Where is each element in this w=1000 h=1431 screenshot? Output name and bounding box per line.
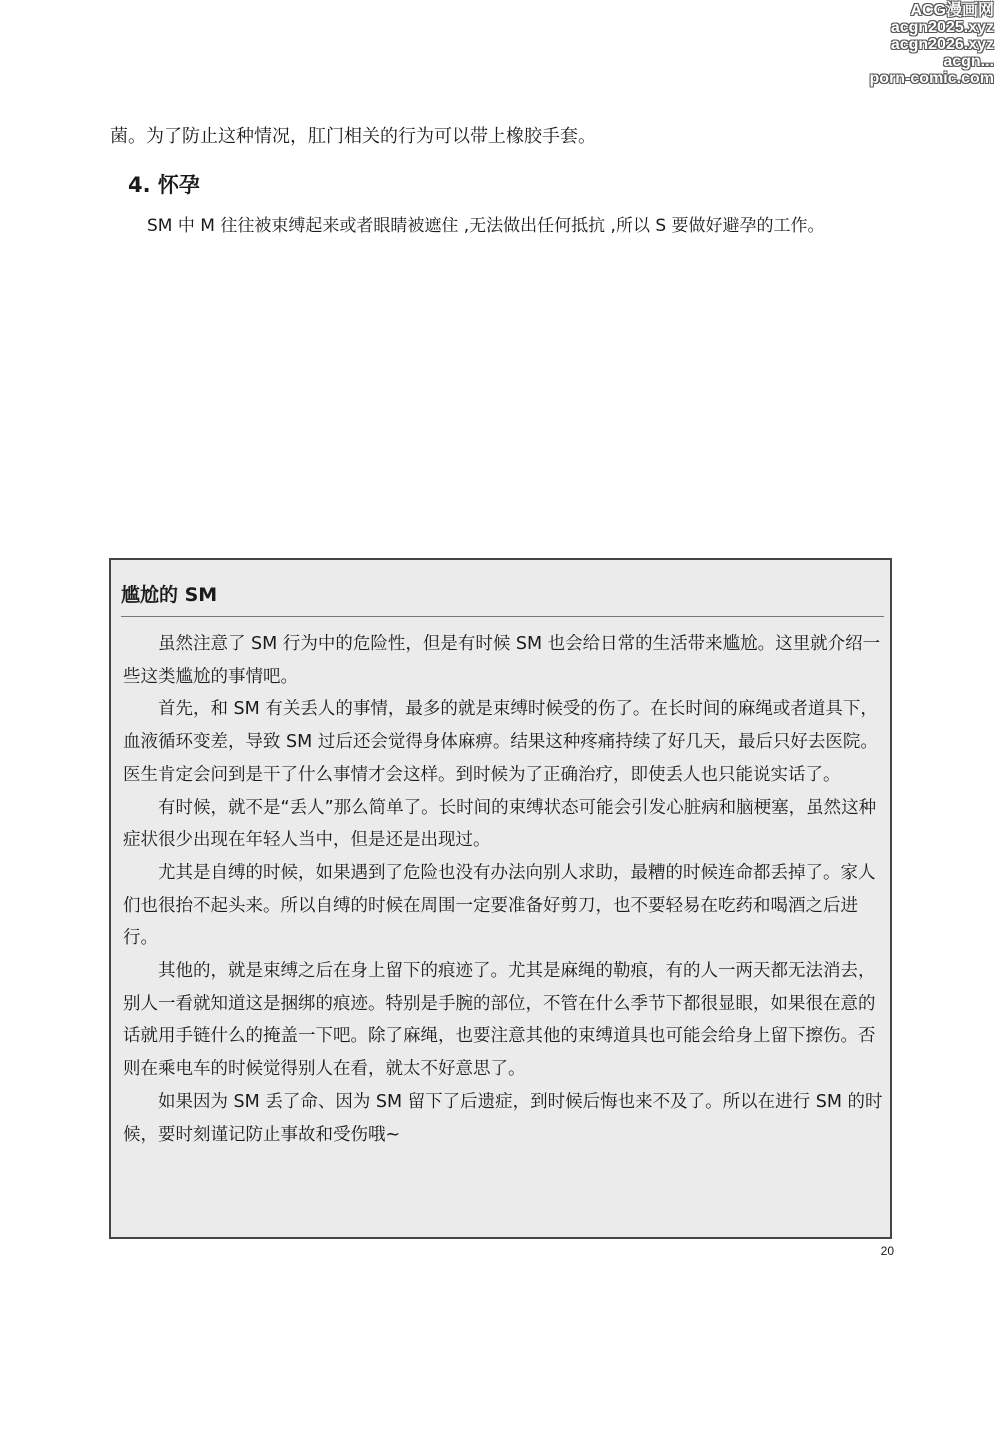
box-paragraph: 虽然注意了 SM 行为中的危险性，但是有时候 SM 也会给日常的生活带来尴尬。这里就介绍一些这类尴尬的事情吧。 bbox=[123, 634, 881, 687]
watermark-line: ACG漫画网 bbox=[910, 2, 994, 19]
page-number: 20 bbox=[880, 1244, 894, 1258]
box-body bbox=[123, 628, 885, 1151]
box-paragraph: 如果因为 SM 丢了命、因为 SM 留下了后遗症，到时候后悔也来不及了。所以在进行 SM 的时候，要时刻谨记防止事故和受伤哦~ bbox=[123, 1091, 883, 1145]
watermark-line: acgn2026.xyz bbox=[890, 36, 994, 53]
continuation-text: 菌。为了防止这种情况，肛门相关的行为可以带上橡胶手套。 bbox=[110, 126, 596, 147]
watermark-line: porn-comic.com bbox=[869, 70, 994, 87]
section-heading: 4. 怀孕 bbox=[128, 173, 200, 197]
watermark-line: acgn2025.xyz bbox=[890, 19, 994, 36]
box-paragraph: 其他的，就是束缚之后在身上留下的痕迹了。尤其是麻绳的勒痕，有的人一两天都无法消去，别人一看就知道这是捆绑的痕迹。特别是手腕的部位，不管在什么季节下都很显眼，如果很在意的话就用手链什么的掩盖一下吧。除了麻绳，也要注意其他的束缚道具也可能会给身上留下擦伤。否则在乘电车的时候觉得别人在看，就太不好意思了。 bbox=[123, 961, 876, 1080]
sidebar-box bbox=[109, 558, 892, 1239]
box-paragraph: 首先，和 SM 有关丢人的事情，最多的就是束缚时候受的伤了。在长时间的麻绳或者道具下，血液循环变差，导致 SM 过后还会觉得身体麻痹。结果这种疼痛持续了好几天，最后只好去医院。医生肯定会问到是干了什么事情才会这样。到时候为了正确治疗，即使丢人也只能说实话了。 bbox=[123, 699, 878, 785]
watermark bbox=[844, 2, 994, 87]
section-body: SM 中 M 往往被束缚起来或者眼睛被遮住 ,无法做出任何抵抗 ,所以 S 要做好避孕的工作。 bbox=[147, 216, 825, 236]
box-paragraph: 尤其是自缚的时候，如果遇到了危险也没有办法向别人求助，最糟的时候连命都丢掉了。家人们也很抬不起头来。所以自缚的时候在周围一定要准备好剪刀，也不要轻易在吃药和喝酒之后进行。 bbox=[123, 862, 876, 949]
box-divider bbox=[121, 616, 884, 617]
box-paragraph: 有时候，就不是“丢人”那么简单了。长时间的束缚状态可能会引发心脏病和脑梗塞，虽然这种症状很少出现在年轻人当中，但是还是出现过。 bbox=[123, 797, 877, 851]
box-title: 尴尬的 SM bbox=[121, 584, 218, 606]
watermark-line: acgn... bbox=[943, 53, 994, 70]
